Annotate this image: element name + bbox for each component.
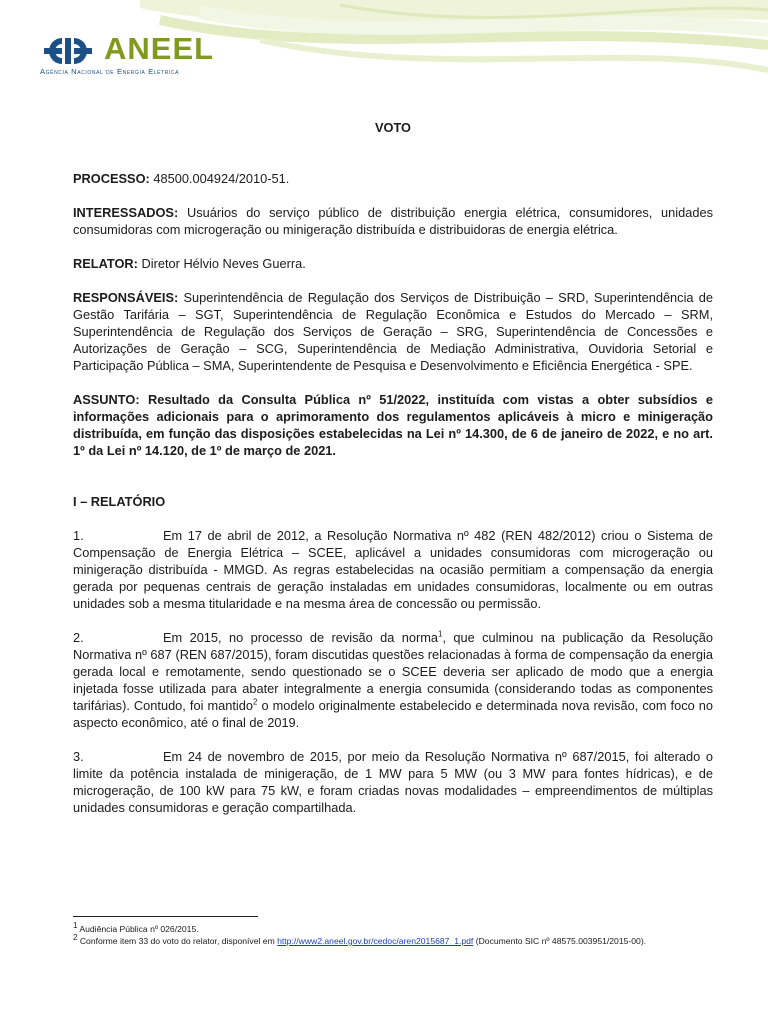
relator-label: RELATOR: — [73, 256, 138, 271]
footnote-link[interactable]: http://www2.aneel.gov.br/cedoc/aren2015687_1.pdf — [277, 936, 474, 946]
processo-field — [73, 170, 713, 187]
paragraph-text: Em 24 de novembro de 2015, por meio da Resolução Normativa nº 687/2015, foi alterado o limite da potência instalada de minigeração, de 1 MW para 5 MW (ou 3 MW para fontes hídricas), e de microgeração, de 100 kW para 75 kW, e foram criadas novas modalidades – empreendimentos de múltiplas unidades consumidoras e geração compartilhada. — [73, 749, 713, 815]
footnotes — [73, 916, 713, 947]
footnote-text-b: (Documento SIC nº 48575.003951/2015-00). — [473, 936, 647, 946]
document-body — [73, 119, 713, 833]
relator-value: Diretor Hélvio Neves Guerra. — [137, 256, 306, 271]
footnote-ref-1[interactable]: 1 — [438, 629, 443, 639]
paragraph-number: 3. — [73, 749, 84, 764]
footnote-mark: 1 — [73, 921, 78, 931]
logo-name: ANEEL — [104, 31, 215, 66]
paragraph-text-b: , que culminou na publicação da Resolução Normativa nº 687 (REN 687/2015), foram discutidas questões relacionadas à forma de compensação da energia gerada local e remotamente, sendo questionado se o SCEE deveria ser aplicado de modo que a energia injetada fosse utilizada para abater integralmente a energia consumida (considerando todas as componentes tarifárias). Contudo, foi mantido — [73, 630, 713, 713]
paragraph-2 — [73, 629, 713, 731]
processo-label: PROCESSO: — [73, 171, 150, 186]
assunto-label: ASSUNTO: — [73, 392, 140, 407]
logo-tagline: Agência Nacional de Energia Elétrica — [40, 67, 180, 76]
assunto-value: Resultado da Consulta Pública nº 51/2022, instituída com vistas a obter subsídios e informações adicionais para o aprimoramento dos regulamentos aplicáveis à micro e minigeração distribuída, em função das disposições estabelecidas na Lei nº 14.300, de 6 de janeiro de 2022, e no art. 1º da Lei nº 14.120, de 1º de março de 2021. — [73, 392, 713, 458]
footnote-mark: 2 — [73, 933, 78, 943]
paragraph-text-c: o modelo originalmente estabelecido e determinada nova revisão, com foco no aspecto econômico, até o final de 2019. — [73, 698, 713, 730]
responsaveis-label: RESPONSÁVEIS: — [73, 290, 179, 305]
footnote-1 — [73, 923, 713, 935]
paragraph-1 — [73, 527, 713, 612]
aneel-ee-mark-icon — [38, 36, 100, 66]
paragraph-number: 2. — [73, 630, 84, 645]
assunto-field — [73, 391, 713, 459]
paragraph-3 — [73, 748, 713, 816]
footnote-text: Audiência Pública nº 026/2015. — [77, 924, 199, 934]
page-header — [0, 0, 768, 100]
relator-field — [73, 255, 713, 272]
paragraph-text: Em 17 de abril de 2012, a Resolução Normativa nº 482 (REN 482/2012) criou o Sistema de Compensação de Energia Elétrica – SCEE, aplicável a unidades consumidoras com microgeração ou minigeração distribuída - MMGD. As regras estabelecidas na ocasião permitiam a compensação da energia gerada por pequenas centrais de geração instaladas em unidades consumidoras, localmente ou em outras unidades sob a mesma titularidade e na mesma área de concessão ou permissão. — [73, 528, 713, 611]
document-title: VOTO — [374, 120, 412, 135]
interessados-label: INTERESSADOS: — [73, 205, 179, 220]
interessados-value: Usuários do serviço público de distribuição energia elétrica, consumidores, unidades consumidoras com microgeração ou minigeração distribuída e distribuidoras de energia elétrica. — [73, 205, 713, 237]
footnote-text-a: Conforme item 33 do voto do relator, disponível em — [77, 936, 278, 946]
paragraph-number: 1. — [73, 528, 84, 543]
responsaveis-value: Superintendência de Regulação dos Serviços de Distribuição – SRD, Superintendência de Gestão Tarifária – SGT, Superintendência de Regulação Econômica e Estudos do Mercado – SRM, Superintendência de Regulação dos Serviços de Geração – SRG, Superintendência de Concessões e Autorizações de Geração – SCG, Superintendência de Mediação Administrativa, Ouvidoria Setorial e Participação Pública – SMA, Superintendente de Pesquisa e Desenvolvimento e Eficiência Energética - SPE. — [73, 290, 713, 373]
processo-value: 48500.004924/2010-51. — [149, 171, 290, 186]
footnote-2 — [73, 935, 713, 947]
responsaveis-field — [73, 289, 713, 374]
interessados-field — [73, 204, 713, 238]
paragraph-text-a: Em 2015, no processo de revisão da norma — [163, 630, 439, 645]
aneel-logo — [38, 31, 278, 80]
section-title-relatorio: I – RELATÓRIO — [73, 494, 166, 509]
footnote-divider — [73, 916, 258, 917]
footnote-ref-2[interactable]: 2 — [252, 697, 258, 707]
